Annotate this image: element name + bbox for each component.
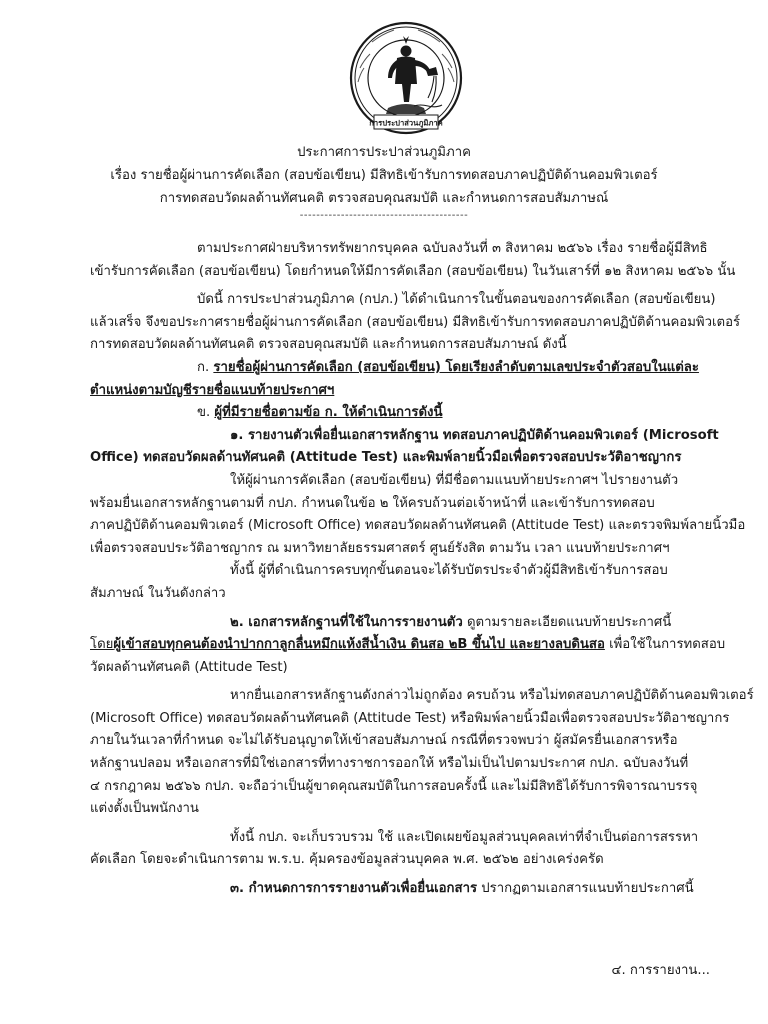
paragraph-line: แต่งตั้งเป็นพนักงาน — [90, 801, 199, 817]
section-3-text: ปรากฏตามเอกสารแนบท้ายประกาศนี้ — [477, 881, 694, 897]
paragraph-line: ให้ผู้ผ่านการคัดเลือก (สอบข้อเขียน) ที่มีชื่อตามแนบท้ายประกาศฯ ไปรายงานตัว — [230, 472, 679, 488]
item-b — [90, 402, 694, 425]
item-a-marker: ก. — [197, 359, 214, 375]
announcement-body — [90, 238, 754, 901]
paragraph-line: เข้ารับการคัดเลือก (สอบข้อเขียน) โดยกำหนดให้มีการคัดเลือก (สอบข้อเขียน) ในวันเสาร์ที่ ๑๒ สิงหาคม ๒๕๖๖ นั้น — [90, 263, 736, 279]
section-1-heading-continuation: Office) ทดสอบวัดผลด้านทัศนคติ (Attitude Test) และพิมพ์ลายนิ้วมือเพื่อตรวจสอบประวัติอาชญากร — [90, 450, 682, 466]
item-a-text: รายชื่อผู้ผ่านการคัดเลือก (สอบข้อเขียน) โดยเรียงลำดับตามเลขประจำตัวสอบในแต่ละ — [213, 359, 699, 375]
paragraph-line: ตามประกาศฝ่ายบริหารทรัพยากรบุคคล ฉบับลงวันที่ ๓ สิงหาคม ๒๕๖๖ เรื่อง รายชื่อผู้มีสิทธิ — [197, 241, 708, 256]
section-2-suffix: เพื่อใช้ในการทดสอบ — [604, 637, 726, 653]
paragraph-line: สัมภาษณ์ ในวันดังกล่าว — [90, 585, 226, 601]
item-a — [90, 357, 699, 380]
paragraph-line: ๔ กรกฎาคม ๒๕๖๖ กปภ. จะถือว่าเป็นผู้ขาดคุณสมบัติในการสอบครั้งนี้ และไม่มีสิทธิได้รับการพิจารณาบรรจุ — [90, 778, 698, 794]
title-divider: ----------------------------------------- — [299, 210, 469, 221]
paragraph-line: ทั้งนี้ กปภ. จะเก็บรวบรวม ใช้ และเปิดเผยข้อมูลส่วนบุคคลเท่าที่จำเป็นต่อการสรรหา — [230, 829, 699, 845]
section-3-title: ๓. กำหนดการการรายงานตัวเพื่อยื่นเอกสาร — [230, 881, 478, 897]
paragraph-line: ทั้งนี้ ผู้ที่ดำเนินการครบทุกขั้นตอนจะได้รับบัตรประจำตัวผู้มีสิทธิเข้ารับการสอบ — [230, 563, 668, 579]
announcement-subject-line-2: การทดสอบวัดผลด้านทัศนคติ ตรวจสอบคุณสมบัติ และกำหนดการสอบสัมภาษณ์ — [159, 191, 609, 206]
section-2-title: ๒. เอกสารหลักฐานที่ใช้ในการรายงานตัว — [230, 614, 463, 630]
paragraph-line: แล้วเสร็จ จึงขอประกาศรายชื่อผู้ผ่านการคัดเลือก (สอบข้อเขียน) มีสิทธิเข้ารับการทดสอบภาคปฏิบัติด้านคอมพิวเตอร์ — [90, 314, 741, 330]
paragraph-line: หลักฐานปลอม หรือเอกสารที่มิใช่เอกสารที่ทางราชการออกให้ หรือไม่เป็นไปตามประกาศ กปภ. ฉบับลงวันที่ — [90, 756, 689, 772]
item-a-continuation: ตำแหน่งตามบัญชีรายชื่อแนบท้ายประกาศฯ — [90, 382, 335, 398]
paragraph-line: (Microsoft Office) ทดสอบวัดผลด้านทัศนคติ (Attitude Test) หรือพิมพ์ลายนิ้วมือเพื่อตรวจสอบประวัติอาชญากร — [90, 710, 730, 726]
item-b-marker: ข. — [197, 405, 215, 421]
section-3-heading — [90, 878, 694, 901]
paragraph-line: หากยื่นเอกสารหลักฐานดังกล่าวไม่ถูกต้อง ครบถ้วน หรือไม่ทดสอบภาคปฏิบัติด้านคอมพิวเตอร์ — [230, 688, 754, 704]
announcement-subject-line-1: เรื่อง รายชื่อผู้ผ่านการคัดเลือก (สอบข้อเขียน) มีสิทธิเข้ารับการทดสอบภาคปฏิบัติด้านคอมพิวเตอร์ — [110, 168, 658, 183]
paragraph-line: พร้อมยื่นเอกสารหลักฐานตามที่ กปภ. กำหนดในข้อ ๒ ให้ครบถ้วนต่อเจ้าหน้าที่ และเข้ารับการทดสอบ — [90, 495, 655, 511]
paragraph-line: ภาคปฏิบัติด้านคอมพิวเตอร์ (Microsoft Office) ทดสอบวัดผลด้านทัศนคติ (Attitude Test) และตรวจพิมพ์ลายนิ้วมือ — [90, 518, 746, 534]
section-2-prefix: โดย — [90, 637, 114, 653]
paragraph-line: การทดสอบวัดผลด้านทัศนคติ ตรวจสอบคุณสมบัติ และกำหนดการสอบสัมภาษณ์ ดังนี้ — [90, 337, 567, 353]
section-2-requirement: ผู้เข้าสอบทุกคนต้องนำปากกาลูกลื่นหมึกแห้งสีน้ำเงิน ดินสอ ๒B ขึ้นไป และยางลบดินสอ — [113, 637, 605, 653]
pwa-seal-logo — [348, 20, 464, 136]
paragraph-line: ภายในวันเวลาที่กำหนด จะไม่ได้รับอนุญาตให้เข้าสอบสัมภาษณ์ กรณีที่ตรวจพบว่า ผู้สมัครยื่นเอกสารหรือ — [90, 733, 678, 749]
item-b-text: ผู้ที่มีรายชื่อตามข้อ ก. ให้ดำเนินการดังนี้ — [214, 405, 443, 421]
page-continuation: ๔. การรายงาน... — [611, 963, 710, 978]
section-1-heading: ๑. รายงานตัวเพื่อยื่นเอกสารหลักฐาน ทดสอบภาคปฏิบัติด้านคอมพิวเตอร์ (Microsoft — [230, 427, 719, 443]
paragraph-line: คัดเลือก โดยจะดำเนินการตาม พ.ร.บ. คุ้มครองข้อมูลส่วนบุคคล พ.ศ. ๒๕๖๒ อย่างเคร่งครัด — [90, 852, 604, 868]
seal-label: การประปาส่วนภูมิภาค — [369, 118, 443, 128]
section-2-line-2 — [90, 634, 726, 657]
paragraph-line: เพื่อตรวจสอบประวัติอาชญากร ณ มหาวิทยาลัยธรรมศาสตร์ ศูนย์รังสิต ตามวัน เวลา แนบท้ายประกาศฯ — [90, 540, 670, 556]
paragraph-line: บัดนี้ การประปาส่วนภูมิภาค (กปภ.) ได้ดำเนินการในขั้นตอนของการคัดเลือก (สอบข้อเขียน) — [197, 292, 716, 308]
paragraph-line: วัดผลด้านทัศนคติ (Attitude Test) — [90, 659, 288, 675]
section-2-text: ดูตามรายละเอียดแนบท้ายประกาศนี้ — [462, 614, 672, 630]
section-2-heading — [90, 612, 694, 635]
announcement-title: ประกาศการประปาส่วนภูมิภาค — [297, 145, 471, 160]
